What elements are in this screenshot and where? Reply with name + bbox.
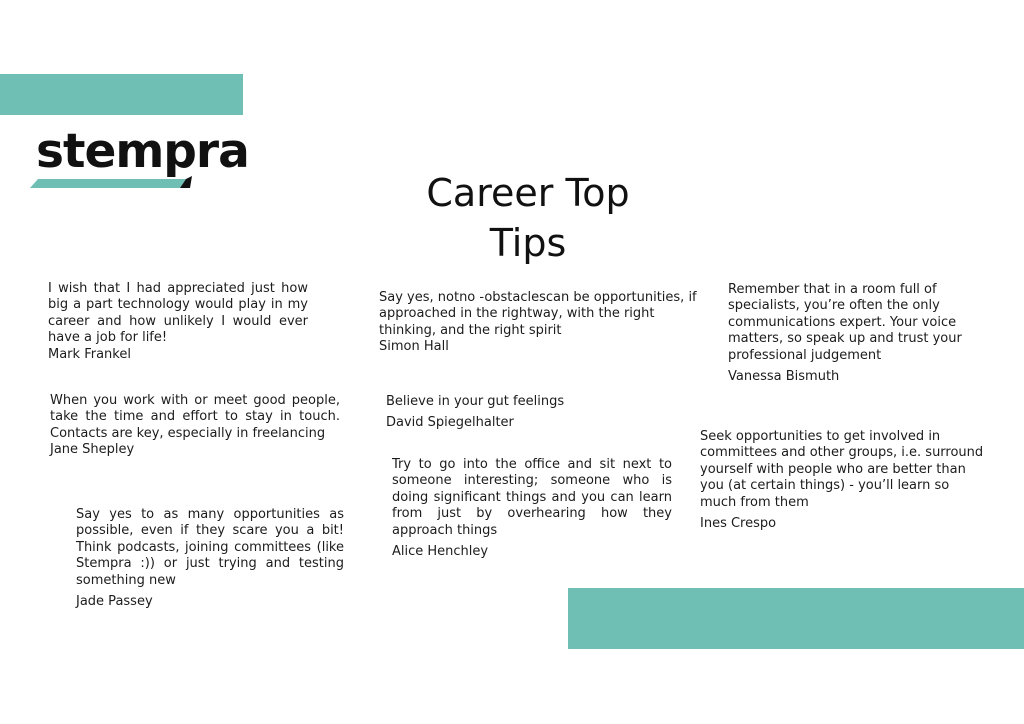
tip-card <box>379 290 699 356</box>
tip-author: Jane Shepley <box>50 442 135 458</box>
tip-author: Mark Frankel <box>48 346 131 362</box>
tip-quote: Try to go into the office and sit next to someone interesting; someone who is doing significant things and you can learn from just by overhearing how they approach things <box>392 457 672 538</box>
tip-quote: Remember that in a room full of specialists, you’re often the only communications expert. Your voice matters, so speak up and trust your professional judgement <box>728 282 962 363</box>
tip-card <box>728 282 988 385</box>
tip-card <box>76 507 344 610</box>
tip-author: Ines Crespo <box>700 516 777 532</box>
logo-wordmark: stempra <box>36 124 249 179</box>
tip-card <box>48 281 308 363</box>
tip-author: David Spiegelhalter <box>386 415 514 431</box>
stempra-logo <box>30 124 280 190</box>
decorative-bar-top <box>0 74 243 115</box>
tip-author: Alice Henchley <box>392 544 489 560</box>
tip-author: Jade Passey <box>76 594 153 610</box>
tip-quote: Say yes, notno -obstaclescan be opportunities, if approached in the rightway, with the right thinking, and the right spirit <box>379 290 697 338</box>
tip-author: Vanessa Bismuth <box>728 369 840 385</box>
decorative-bar-bottom <box>568 588 1024 649</box>
tip-card <box>700 429 984 532</box>
tip-quote: When you work with or meet good people, take the time and effort to stay in touch. Contacts are key, especially in freelancing <box>50 393 340 441</box>
tip-quote: Say yes to as many opportunities as possible, even if they scare you a bit! Think podcasts, joining committees (like Stempra :)) or just trying and testing something new <box>76 507 344 588</box>
tip-quote: I wish that I had appreciated just how big a part technology would play in my career and how unlikely I would ever have a job for life! <box>48 281 308 346</box>
tip-card <box>392 457 672 560</box>
page-title: Career Top Tips <box>426 171 630 265</box>
logo-swoosh-icon <box>30 176 280 190</box>
tip-author: Simon Hall <box>379 339 449 355</box>
tip-card <box>50 393 340 459</box>
tip-quote: Seek opportunities to get involved in committees and other groups, i.e. surround yourself with people who are better than you (at certain things) - you’ll learn so much from them <box>700 429 984 510</box>
tip-quote: Believe in your gut feelings <box>386 394 565 409</box>
tip-card <box>386 394 626 432</box>
